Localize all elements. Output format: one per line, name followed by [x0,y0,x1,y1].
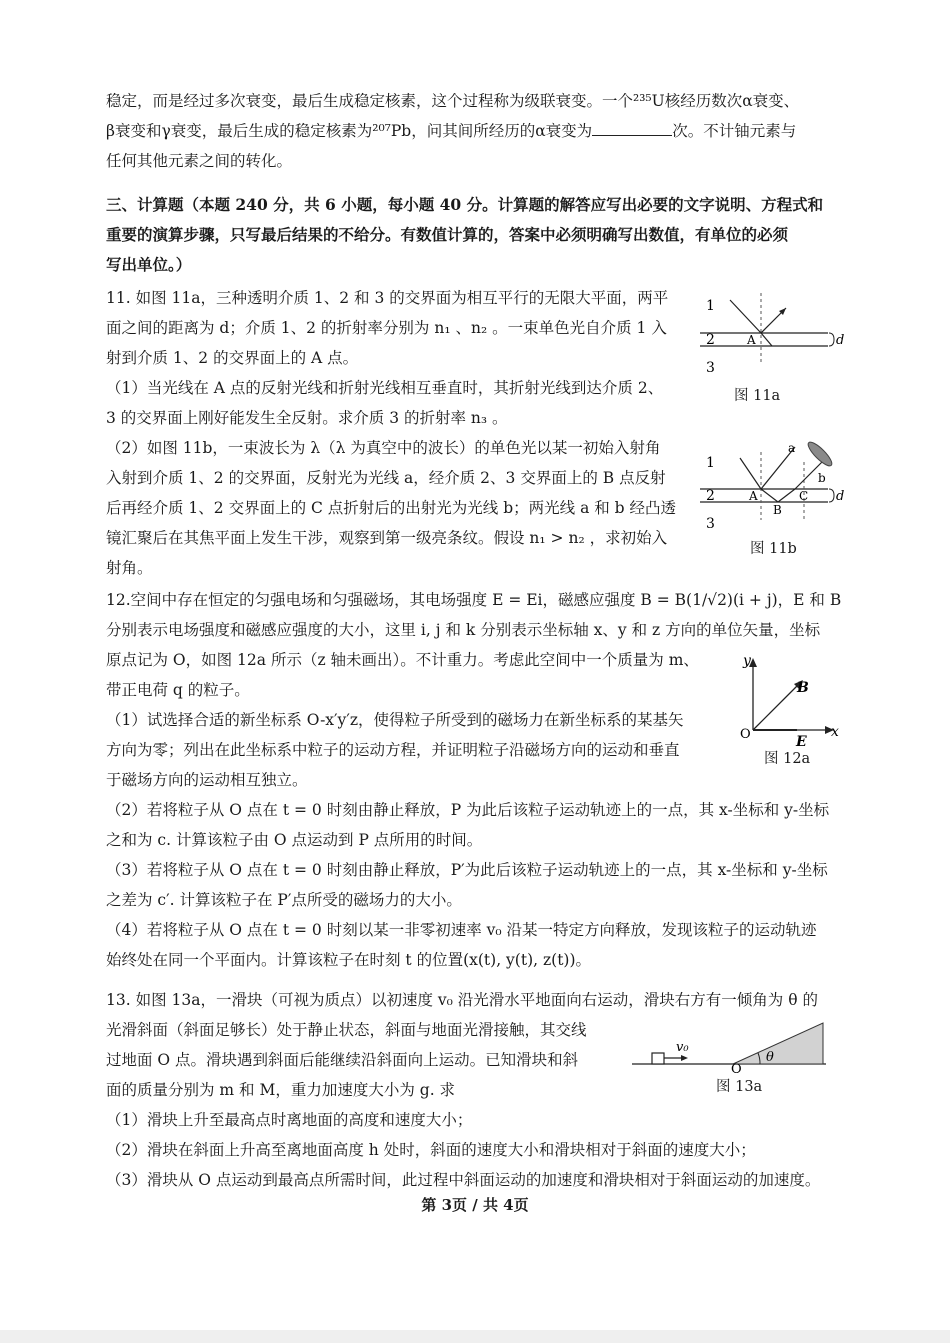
figure-11a-caption: 图 11a [734,388,781,404]
text-line: β衰变和γ衰变，最后生成的稳定核素为²⁰⁷Pb，问其间所经历的α衰变为 次。不计铀元素与 [106,122,797,140]
answer-blank[interactable] [592,121,672,136]
figure-12a-caption: 图 12a [764,751,811,767]
label-x-axis: x [831,724,839,740]
label-v0: v₀ [676,1040,689,1055]
page-footer: 第 3页 / 共 4页 [421,1196,529,1214]
label-medium-2: 2 [706,488,715,504]
label-origin: O [740,727,751,742]
top-paragraph [106,86,799,176]
label-point-a: A [749,489,758,503]
figure-13a [630,1018,830,1073]
figure-12a [733,652,843,747]
label-medium-1: 1 [706,455,715,471]
question-11: 11. 如图 11a，三种透明介质 1、2 和 3 的交界面为相互平行的无限大平面，两平 面之间的距离为 d；介质 1、2 的折射率分别为 n₁ 、n₂ 。一束单色光自介质 1 入 射到介质 1、2 的交界面上的 A 点。 （1）当光线在 A 点的反射光线和折射光线相互垂直时，其折射光线到达介质 2、 3 的交界面上刚好能发生全反射。求介质 3 的折射率 n₃ 。 （2）如图 11b，一束波长为 λ（λ 为真空中的波长）的单色光以某一初始入射角 入射到介质 1、2 的交界面，反射光为光线 a，经介质 2、3 交界面上的 B 点反射 后再经介质 1、2 交界面上的 C 点折射后的出射光为光线 b；两光线 a 和 b 经凸透 镜汇聚后在其焦平面上发生干涉，观察到第一级亮条纹。假设 n₁ > n₂ ，求初始入 射角。 [106,289,677,577]
label-d: d [836,333,845,348]
label-e-vector: E [796,734,807,747]
text-line: 任何其他元素之间的转化。 [106,152,293,170]
bottom-band [0,1330,950,1343]
label-d: d [836,489,845,504]
figure-11b [700,432,850,542]
label-ray-b: b [818,471,826,485]
label-origin: O [731,1062,742,1073]
figure-13a-caption: 图 13a [716,1079,763,1095]
label-medium-3: 3 [706,360,715,376]
section-3-heading: 三、计算题（本题 240 分，共 6 小题，每小题 40 分。计算题的解答应写出必要的文字说明、方程式和 重要的演算步骤，只写最后结果的不给分。有数值计算的，答案中必须明确写出数值，有单位的必须 写出单位。） [106,195,824,274]
label-medium-1: 1 [706,298,715,314]
figure-11a [700,288,850,398]
label-point-c: C [799,489,809,503]
question-13: 13. 如图 13a，一滑块（可视为质点）以初速度 v₀ 沿光滑水平地面向右运动，滑块右方有一倾角为 θ 的 光滑斜面（斜面足够长）处于静止状态，斜面与地面光滑接触，其交线 过地面 O 点。滑块遇到斜面后能继续沿斜面向上运动。已知滑块和斜 面的质量分别为 m 和 M，重力加速度大小为 g. 求 （1）滑块上升至最高点时离地面的高度和速度大小； （2）滑块在斜面上升高至离地面高度 h 处时，斜面的速度大小和滑块相对于斜面的速度大小； （3）滑块从 O 点运动到最高点所需时间，此过程中斜面运动的加速度和滑块相对于斜面运动的加速度。 [106,991,821,1189]
figure-11b-caption: 图 11b [750,541,797,557]
label-point-b: B [773,503,782,517]
label-theta: θ [766,1050,774,1065]
label-medium-3: 3 [706,516,715,532]
label-b-vector: B [797,680,809,696]
question-12: 12.空间中存在恒定的匀强电场和匀强磁场，其电场强度 E = Ei，磁感应强度 B = B(1/√2)(i + j)，E 和 B 分别表示电场强度和磁感应强度的大小，这里 i, j 和 k 分别表示坐标轴 x、y 和 z 方向的单位矢量，坐标 原点记为 O，如图 12a 所示（z 轴未画出）。不计重力。考虑此空间中一个质量为 m、 带正电荷 q 的粒子。 （1）试选择合适的新坐标系 O-x′y′z，使得粒子所受到的磁场力在新坐标系的某基矢 方向为零；列出在此坐标系中粒子的运动方程，并证明粒子沿磁场方向的运动和垂直 于磁场方向的运动相互独立。 （2）若将粒子从 O 点在 t = 0 时刻由静止释放，P 为此后该粒子运动轨迹上的一点，其 x-坐标和 y-坐标 之和为 c. 计算该粒子由 O 点运动到 P 点所用的时间。 （3）若将粒子从 O 点在 t = 0 时刻由静止释放，P′为此后该粒子运动轨迹上的一点，其 x-坐标和 y-坐标 之差为 c′. 计算该粒子在 P′点所受的磁场力的大小。 （4）若将粒子从 O 点在 t = 0 时刻以某一非零初速率 v₀ 沿某一特定方向释放，发现该粒子的运动轨迹 始终处在同一个平面内。计算该粒子在时刻 t 的位置(x(t), y(t), z(t))。 [106,591,842,969]
label-ray-a: a [788,441,796,455]
label-point-a: A [747,333,756,347]
label-y-axis: y [743,653,751,669]
text-line: 稳定，而是经过多次衰变，最后生成稳定核素，这个过程称为级联衰变。一个²³⁵U核经历数次α衰变、 [106,92,800,110]
label-medium-2: 2 [706,332,715,348]
